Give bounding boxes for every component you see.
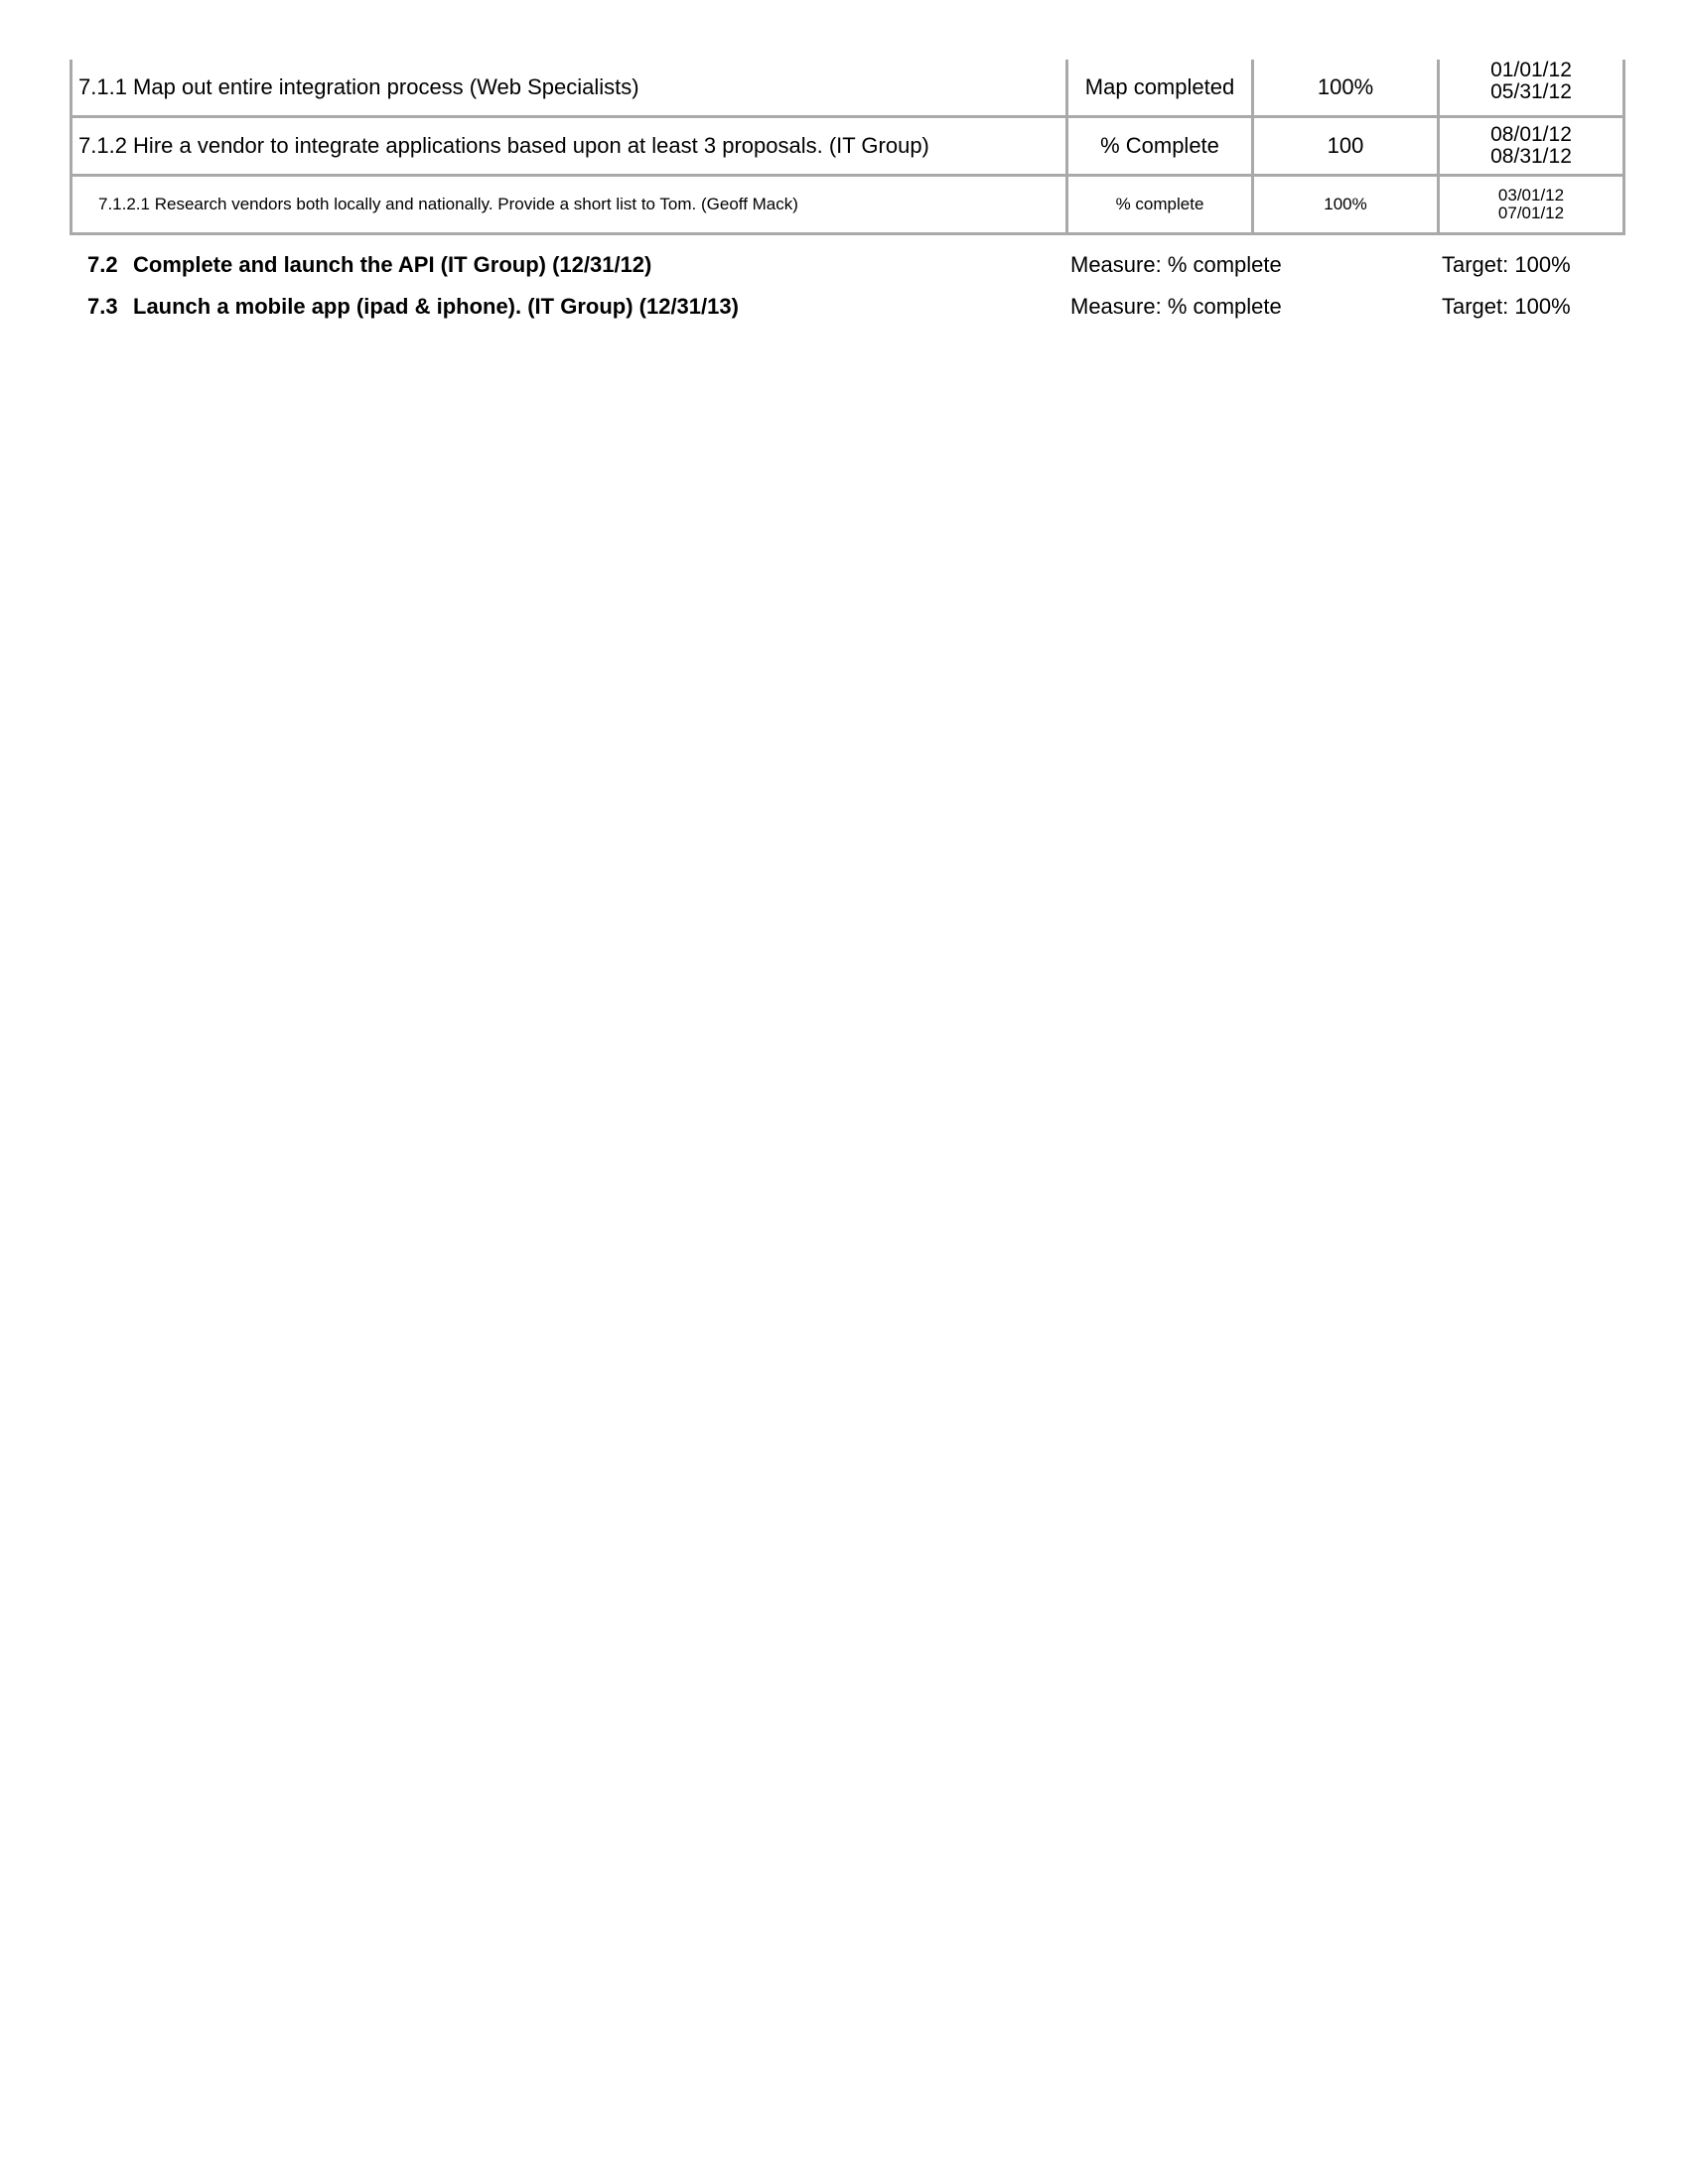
task-start-date: 03/01/12 — [1497, 186, 1565, 205]
task-measure: Map completed — [1067, 60, 1253, 117]
task-end-date: 07/01/12 — [1497, 204, 1565, 222]
task-measure: % Complete — [1067, 117, 1253, 176]
objective-number: 7.3 — [87, 294, 118, 319]
task-end-date: 05/31/12 — [1490, 80, 1572, 103]
task-dates — [1439, 117, 1624, 176]
objective-row — [87, 294, 1597, 324]
objective-title: Complete and launch the API (IT Group) (12/31/12) — [133, 252, 652, 277]
objective-measure: Measure: % complete — [1070, 294, 1282, 319]
table-row — [71, 176, 1624, 234]
objective-target: Target: 100% — [1442, 252, 1571, 277]
objective-title: Launch a mobile app (ipad & iphone). (IT Group) (12/31/13) — [133, 294, 739, 319]
subtask-description: 7.1.2.1 Research vendors both locally and nationally. Provide a short list to Tom. (Geoff Mack) — [71, 176, 1067, 234]
task-description: 7.1.2 Hire a vendor to integrate applications based upon at least 3 proposals. (IT Group) — [71, 117, 1067, 176]
task-target: 100% — [1253, 60, 1439, 117]
task-target: 100% — [1253, 176, 1439, 234]
objective-target: Target: 100% — [1442, 294, 1571, 319]
table-row — [71, 60, 1624, 117]
task-dates — [1439, 176, 1624, 234]
task-start-date: 01/01/12 — [1490, 60, 1572, 81]
table-row — [71, 117, 1624, 176]
objective-row — [87, 252, 1597, 282]
task-dates — [1439, 60, 1624, 117]
task-description: 7.1.1 Map out entire integration process (Web Specialists) — [71, 60, 1067, 117]
task-table — [70, 60, 1625, 235]
task-end-date: 08/31/12 — [1490, 145, 1572, 168]
task-start-date: 08/01/12 — [1490, 123, 1572, 146]
objective-number: 7.2 — [87, 252, 118, 277]
task-measure: % complete — [1067, 176, 1253, 234]
objective-measure: Measure: % complete — [1070, 252, 1282, 277]
task-target: 100 — [1253, 117, 1439, 176]
